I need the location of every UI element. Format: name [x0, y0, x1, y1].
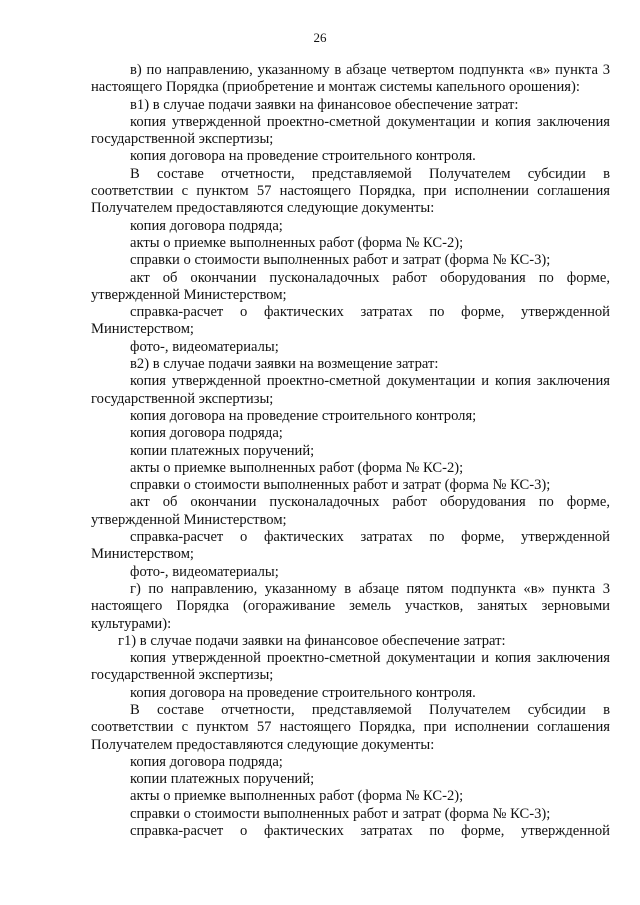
paragraph: справки о стоимости выполненных работ и затрат (форма № КС-3); [130, 252, 551, 269]
paragraph: копия договора подряда; [130, 217, 283, 234]
paragraph: справки о стоимости выполненных работ и затрат (форма № КС-3); [130, 477, 551, 494]
paragraph: акты о приемке выполненных работ (форма № КС-2); [130, 459, 464, 476]
paragraph: акт об окончании пусконаладочных работ оборудования по форме, утвержденной Министерством; [91, 494, 610, 528]
paragraph: копия утвержденной проектно-сметной документации и копия заключения государственной экспертизы; [91, 113, 610, 148]
paragraph: справка-расчет о фактических затратах по форме, утвержденной Министерством; [91, 529, 610, 563]
paragraph: копии платежных поручений; [130, 442, 315, 459]
paragraph: справки о стоимости выполненных работ и затрат (форма № КС-3); [130, 805, 551, 822]
document-body [91, 62, 610, 840]
paragraph: копия договора подряда; [130, 425, 283, 442]
paragraph: справка-расчет о фактических затратах по форме, утвержденной Министерством; [91, 304, 610, 338]
paragraph: г) по направлению, указанному в абзаце пятом подпункта «в» пункта 3 настоящего Порядка (огораживание земель участков, занятых зерновыми культурами): [91, 580, 610, 632]
paragraph: копии платежных поручений; [130, 771, 315, 788]
paragraph: в1) в случае подачи заявки на финансовое обеспечение затрат: [130, 96, 519, 113]
paragraph: справка-расчет о фактических затратах по форме, утвержденной [130, 823, 610, 840]
paragraph: в2) в случае подачи заявки на возмещение затрат: [130, 356, 439, 373]
paragraph: фото-, видеоматериалы; [130, 563, 279, 580]
paragraph: копия договора на проведение строительного контроля. [130, 148, 476, 165]
paragraph: копия утвержденной проектно-сметной документации и копия заключения государственной экспертизы; [91, 650, 610, 684]
paragraph: акт об окончании пусконаладочных работ оборудования по форме, утвержденной Министерством; [91, 269, 610, 303]
paragraph: копия утвержденной проектно-сметной документации и копия заключения государственной экспертизы; [91, 373, 610, 407]
paragraph: акты о приемке выполненных работ (форма № КС-2); [130, 788, 464, 805]
page-number: 26 [313, 30, 327, 45]
paragraph: копия договора на проведение строительного контроля. [130, 684, 476, 701]
paragraph: копия договора подряда; [130, 753, 283, 770]
paragraph: В составе отчетности, представляемой Получателем субсидии в соответствии с пунктом 57 настоящего Порядка, при исполнении соглашения Получателем предоставляются следующие документы: [91, 701, 610, 753]
paragraph: в) по направлению, указанному в абзаце четвертом подпункта «в» пункта 3 настоящего Порядка (приобретение и монтаж системы капельного орошения): [91, 62, 610, 96]
paragraph: фото-, видеоматериалы; [130, 338, 279, 355]
paragraph: В составе отчетности, представляемой Получателем субсидии в соответствии с пунктом 57 настоящего Порядка, при исполнении соглашения Получателем предоставляются следующие документы: [91, 165, 610, 217]
paragraph: г1) в случае подачи заявки на финансовое обеспечение затрат: [118, 632, 506, 649]
paragraph: копия договора на проведение строительного контроля; [130, 407, 477, 424]
paragraph: акты о приемке выполненных работ (форма № КС-2); [130, 234, 464, 251]
